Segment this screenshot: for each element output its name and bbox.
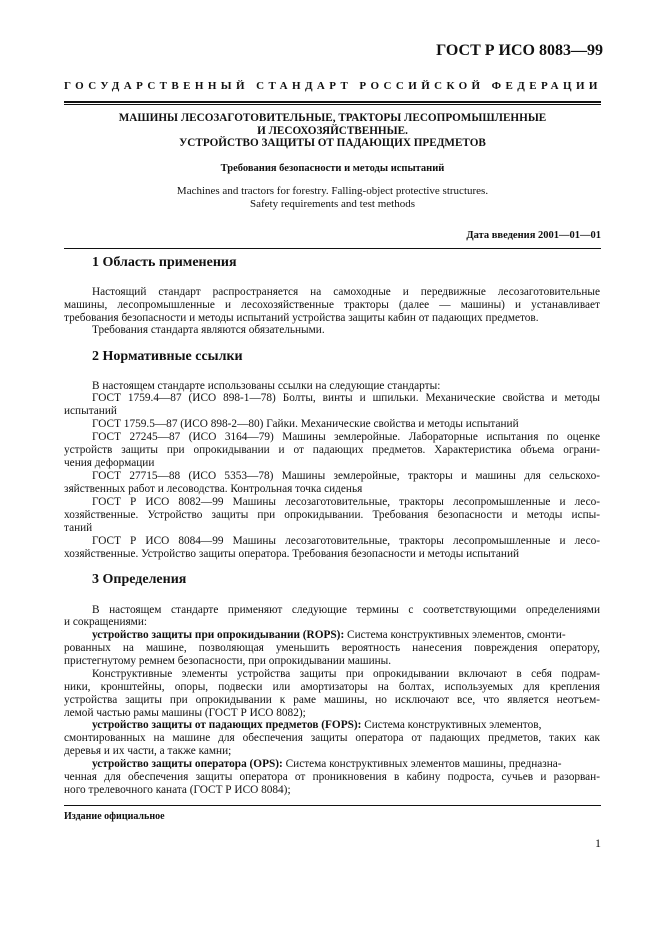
section-3-heading: 3 Определения — [92, 572, 187, 587]
definition-text: устройства защиты при опрокидывании к раме машины, но исключают все, что является неотъем- — [64, 694, 600, 706]
section-3-text: и сокращениями: — [64, 616, 148, 628]
document-title — [60, 112, 605, 150]
header-rule-thick — [64, 101, 601, 103]
term-fops: устройство защиты от падающих предметов (FOPS): — [92, 719, 362, 731]
definition-text: ники, кронштейны, опоры, подвески или амортизаторы на болтах, используемых для крепления — [64, 681, 600, 693]
section-2-text: В настоящем стандарте использованы ссылки на следующие стандарты: — [92, 380, 441, 392]
definition-text: лемой частью рамы машины (ГОСТ Р ИСО 8082); — [64, 707, 306, 719]
gost-number: ГОСТ Р ИСО 8083—99 — [436, 42, 603, 59]
section-3-text: В настоящем стандарте применяют следующие термины с соответствующими определениями — [92, 604, 600, 616]
definition-text: Система конструктивных элементов, — [361, 719, 542, 731]
header-rule-thin — [64, 104, 601, 105]
definition-text: деревья и их части, а также камни; — [64, 745, 232, 757]
title-line: УСТРОЙСТВО ЗАЩИТЫ ОТ ПАДАЮЩИХ ПРЕДМЕТОВ — [179, 137, 486, 149]
reference-line: ГОСТ 1759.4—87 (ИСО 898-1—78) Болты, винты и шпильки. Механические свойства и методы — [92, 392, 600, 404]
reference-line: ГОСТ 27715—88 (ИСО 5353—78) Машины землеройные, тракторы и машины для сельскохо- — [92, 470, 600, 482]
section-2-heading: 2 Нормативные ссылки — [92, 349, 243, 364]
document-subtitle: Требования безопасности и методы испытаний — [220, 163, 445, 174]
definition-text: пристегнутому ремнем безопасности, при опрокидывании машины. — [64, 655, 392, 667]
english-title-line: Machines and tractors for forestry. Falling-object protective structures. — [176, 185, 489, 197]
reference-line: зяйственных работ и лесоводства. Контрольная точка сиденья — [64, 483, 363, 495]
footer-rule — [64, 805, 601, 806]
term-rops: устройство защиты при опрокидывании (ROPS): — [92, 629, 345, 641]
official-edition-label: Издание официальное — [64, 811, 165, 822]
reference-line: ГОСТ Р ИСО 8082—99 Машины лесозаготовительные, тракторы лесопромышленные и лесо- — [92, 496, 600, 508]
reference-line: чения деформации — [64, 457, 155, 469]
definition-fops — [92, 719, 600, 732]
english-title-line: Safety requirements and test methods — [250, 198, 415, 210]
reference-line: испытаний — [64, 405, 117, 417]
definition-rops — [92, 629, 600, 642]
reference-line: таний — [64, 522, 93, 534]
definition-text: ного трелевочного каната (ГОСТ Р ИСО 8084); — [64, 784, 291, 796]
reference-line: хозяйственные. Устройство защиты при опрокидывании. Требования безопасности и методы испы- — [64, 509, 600, 521]
date-rule — [64, 248, 601, 249]
state-standard-title: ГОСУДАРСТВЕННЫЙ СТАНДАРТ РОССИЙСКОЙ ФЕДЕРАЦИИ — [64, 80, 602, 92]
reference-line: ГОСТ 27245—87 (ИСО 3164—79) Машины землеройные. Лабораторные испытания по оценке — [92, 431, 600, 443]
section-1-text: машины, лесопромышленные и лесохозяйственные тракторы (далее — машины) и устанавливает — [64, 299, 600, 311]
definition-text: Конструктивные элементы устройства защиты при опрокидывании включают в себя подрам- — [92, 668, 600, 680]
section-1-text: требования безопасности и методы испытаний устройства защиты кабин от падающих предметов. — [64, 312, 539, 324]
page-number: 1 — [595, 836, 601, 850]
section-1-heading: 1 Область применения — [92, 255, 237, 270]
definition-text: ченная для обеспечения защиты оператора от проникновения в кабину подроста, сучьев и разорван- — [64, 771, 600, 783]
title-line: И ЛЕСОХОЗЯЙСТВЕННЫЕ. — [257, 124, 408, 137]
title-line: МАШИНЫ ЛЕСОЗАГОТОВИТЕЛЬНЫЕ, ТРАКТОРЫ ЛЕСОПРОМЫШЛЕННЫЕ — [118, 112, 547, 124]
definition-text: Система конструктивных элементов, смонти- — [344, 629, 566, 641]
reference-line: хозяйственные. Устройство защиты оператора. Требования безопасности и методы испытаний — [64, 548, 520, 560]
section-1-text: Настоящий стандарт распространяется на самоходные и передвижные лесозаготовительные — [92, 286, 600, 298]
english-title — [60, 185, 605, 211]
definition-text: смонтированных на машине для обеспечения защиты оператора от падающих предметов, таких как — [64, 732, 600, 744]
introduction-date: Дата введения 2001—01—01 — [466, 230, 601, 241]
term-ops: устройство защиты оператора (OPS): — [92, 758, 283, 770]
definition-text: Система конструктивных элементов машины, предназна- — [282, 758, 562, 770]
definition-text: рованных на машине, позволяющая уменьшить вероятность нанесения повреждения оператору, — [64, 642, 600, 654]
definition-ops — [92, 758, 600, 771]
reference-line: ГОСТ 1759.5—87 (ИСО 898-2—80) Гайки. Механические свойства и методы испытаний — [92, 418, 519, 430]
reference-line: ГОСТ Р ИСО 8084—99 Машины лесозаготовительные, тракторы лесопромышленные и лесо- — [92, 535, 600, 547]
section-1-text: Требования стандарта являются обязательными. — [92, 324, 325, 336]
reference-line: устройств защиты при опрокидывании и от падающих предметов. Характеристика объема ограни- — [64, 444, 600, 456]
